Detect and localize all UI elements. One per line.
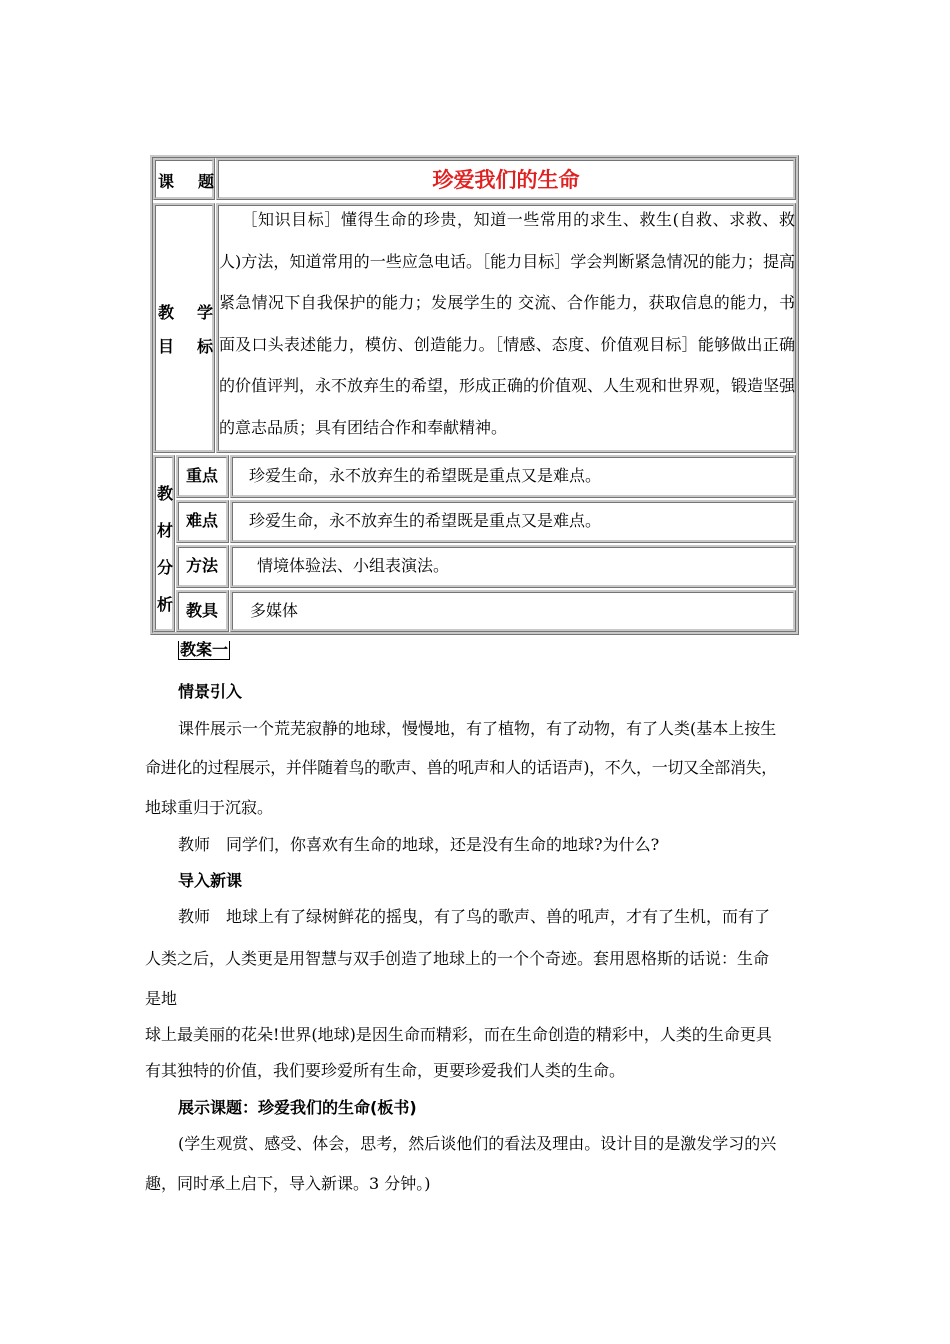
p3-line-4: 球上最美丽的花朵!世界(地球)是因生命而精彩，而在生命创造的精彩中，人类的生命更具 bbox=[145, 1025, 772, 1044]
row-difficulty-value: 珍爱生命，永不放弃生的希望既是重点又是难点。 bbox=[249, 511, 602, 530]
lesson-title: 珍爱我们的生命 bbox=[432, 168, 580, 192]
analysis-label bbox=[155, 475, 175, 623]
row-key-value: 珍爱生命，永不放弃生的希望既是重点又是难点。 bbox=[249, 466, 602, 485]
row-tools-value-cell bbox=[230, 590, 796, 632]
row-key-label: 重点 bbox=[186, 466, 219, 485]
goals-label-xue: 学 bbox=[197, 303, 214, 322]
new-lesson-heading: 导入新课 bbox=[178, 871, 243, 890]
p2-teacher-line: 教师 同学们，你喜欢有生命的地球，还是没有生命的地球?为什么? bbox=[178, 835, 660, 854]
row-tools-value: 多媒体 bbox=[250, 601, 299, 620]
p4-line-2: 趣，同时承上启下，导入新课。3 分钟。) bbox=[145, 1174, 431, 1193]
analysis-char-2: 材 bbox=[156, 521, 173, 540]
p3-line-5: 有其独特的价值，我们要珍爱所有生命，更要珍爱我们人类的生命。 bbox=[145, 1061, 626, 1080]
p3-line-1: 教师 地球上有了绿树鲜花的摇曳，有了鸟的歌声、兽的吼声，才有了生机，而有了 bbox=[178, 907, 771, 926]
goals-label-mu: 目 bbox=[158, 337, 175, 356]
topic-label-a: 课 bbox=[158, 172, 175, 191]
goals-label-biao: 标 bbox=[197, 337, 214, 356]
analysis-char-3: 分 bbox=[156, 558, 173, 577]
p1-line-1: 课件展示一个荒芜寂静的地球，慢慢地，有了植物，有了动物，有了人类(基本上按生 bbox=[178, 719, 777, 738]
p4-line-1: (学生观赏、感受、体会，思考，然后谈他们的看法及理由。设计目的是激发学习的兴 bbox=[178, 1134, 777, 1153]
row-difficulty-label: 难点 bbox=[186, 511, 219, 530]
plan-heading: 教案一 bbox=[180, 640, 229, 659]
goals-label-jiao: 教 bbox=[158, 303, 175, 322]
p3-line-3: 是地 bbox=[145, 989, 178, 1008]
analysis-char-1: 教 bbox=[156, 484, 173, 503]
row-tools-label: 教具 bbox=[186, 601, 219, 620]
p3-line-2: 人类之后，人类更是用智慧与双手创造了地球上的一个个奇迹。套用恩格斯的话说：生命 bbox=[145, 949, 770, 968]
topic-label-b: 题 bbox=[198, 172, 215, 191]
row-method-label: 方法 bbox=[186, 556, 219, 575]
intro-heading: 情景引入 bbox=[178, 682, 243, 701]
p1-line-3: 地球重归于沉寂。 bbox=[145, 798, 274, 817]
show-topic-heading: 展示课题：珍爱我们的生命(板书) bbox=[178, 1098, 417, 1117]
goals-label-cell bbox=[153, 203, 215, 453]
goals-text: ［知识目标］懂得生命的珍贵，知道一些常用的求生、救生(自救、求救、救人)方法，知道常用的一些应急电话。［能力目标］学会判断紧急情况的能力；提高紧急情况下自我保护的能力；发展学生的 交流、合作能力，获取信息的能力，书面及口头表述能力，模仿、创造能力。［情感、态度、价值观目标］能够做出正确的价值评判，永不放弃生的希望，形成正确的价值观、人生观和世界观，锻造坚强的意志品质；具有团结合作和奉献精神。 bbox=[219, 210, 796, 437]
p1-line-2: 命进化的过程展示，并伴随着鸟的歌声、兽的吼声和人的话语声)，不久，一切又全部消失， bbox=[145, 758, 777, 777]
analysis-char-4: 析 bbox=[156, 595, 173, 614]
row-method-value: 情境体验法、小组表演法。 bbox=[257, 556, 450, 575]
